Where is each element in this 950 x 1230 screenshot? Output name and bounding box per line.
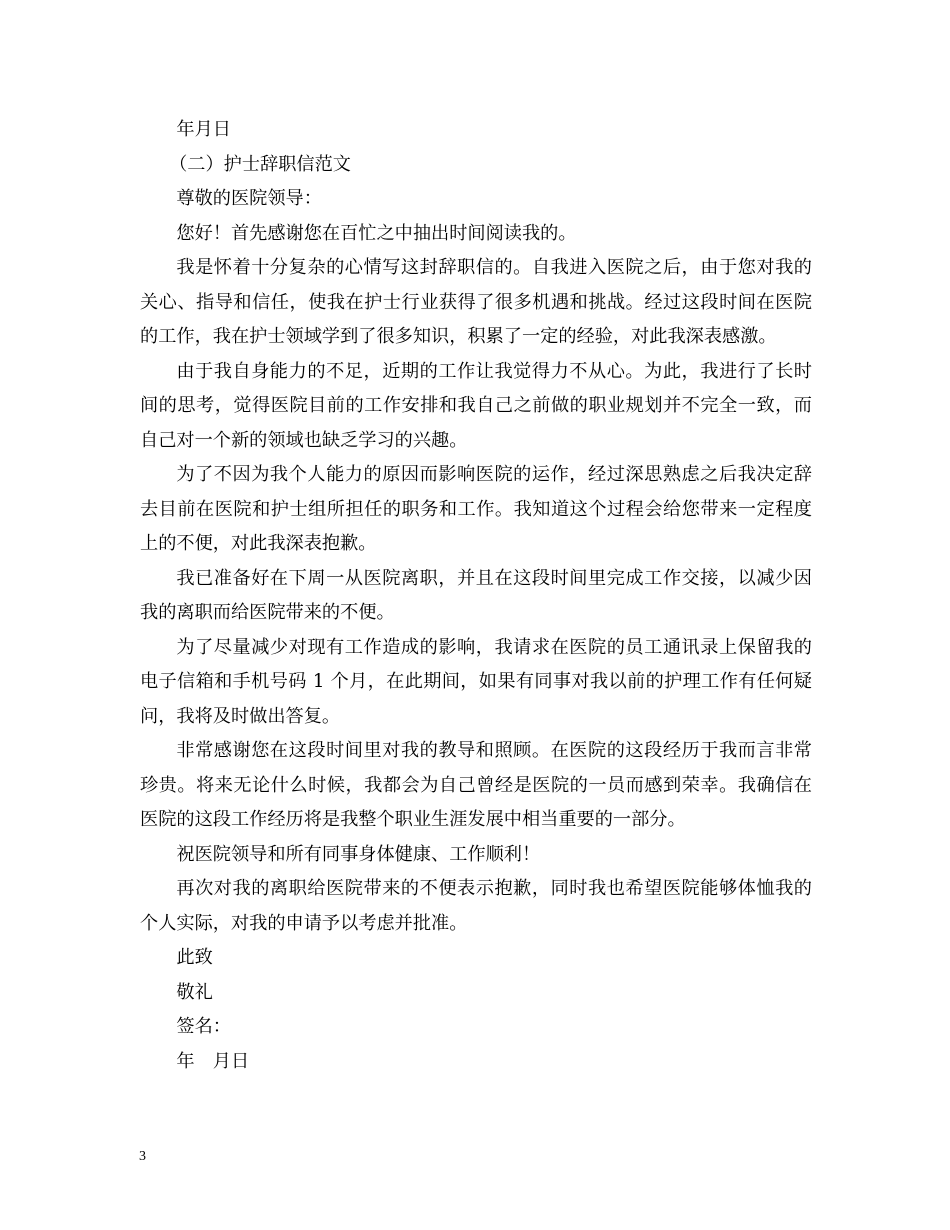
closing-paragraph: 再次对我的离职给医院带来的不便表示抱歉，同时我也希望医院能够体恤我的个人实际，对我的申请予以考虑并批准。 [140,878,812,934]
wishes-line: 祝医院领导和所有同事身体健康、工作顺利！ [176,843,541,865]
greeting-paragraph: 您好！首先感谢您在百忙之中抽出时间阅读我的。 [176,222,577,244]
signature-line: 签名： [176,1016,231,1037]
closing-phrase: 此致 [176,947,213,968]
body-paragraph: 为了尽量减少对现有工作造成的影响，我请求在医院的员工通讯录上保留我的电子信箱和手机号码 1 个月，在此期间，如果有同事对我以前的护理工作有任何疑问，我将及时做出答复。 [140,636,812,727]
page-number: 3 [139,1149,146,1164]
date-line-top: 年月日 [176,119,231,140]
section-heading: （二）护士辞职信范文 [169,153,351,175]
closing-respect: 敬礼 [176,981,213,1003]
body-paragraph: 由于我自身能力的不足，近期的工作让我觉得力不从心。为此，我进行了长时间的思考，觉得医院目前的工作安排和我自己之前做的职业规划并不完全一致，而自己对一个新的领域也缺乏学习的兴趣。 [140,360,812,451]
body-paragraph: 我已准备好在下周一从医院离职，并且在这段时间里完成工作交接，以减少因我的离职而给医院带来的不便。 [140,567,812,623]
body-paragraph: 为了不因为我个人能力的原因而影响医院的运作，经过深思熟虑之后我决定辞去目前在医院和护士组所担任的职务和工作。我知道这个过程会给您带来一定程度上的不便，对此我深表抱歉。 [140,464,812,554]
date-line-bottom: 年 月日 [176,1050,250,1072]
body-paragraph: 我是怀着十分复杂的心情写这封辞职信的。自我进入医院之后，由于您对我的关心、指导和信任，使我在护士行业获得了很多机遇和挑战。经过这段时间在医院的工作，我在护士领域学到了很多知识，积累了一定的经验，对此我深表感激。 [140,257,812,347]
body-paragraph: 非常感谢您在这段时间里对我的教导和照顾。在医院的这段经历于我而言非常珍贵。将来无论什么时候，我都会为自己曾经是医院的一员而感到荣幸。我确信在医院的这段工作经历将是我整个职业生涯发展中相当重要的一部分。 [140,740,812,830]
letter-body [140,113,812,1079]
salutation: 尊敬的医院领导： [176,188,322,209]
